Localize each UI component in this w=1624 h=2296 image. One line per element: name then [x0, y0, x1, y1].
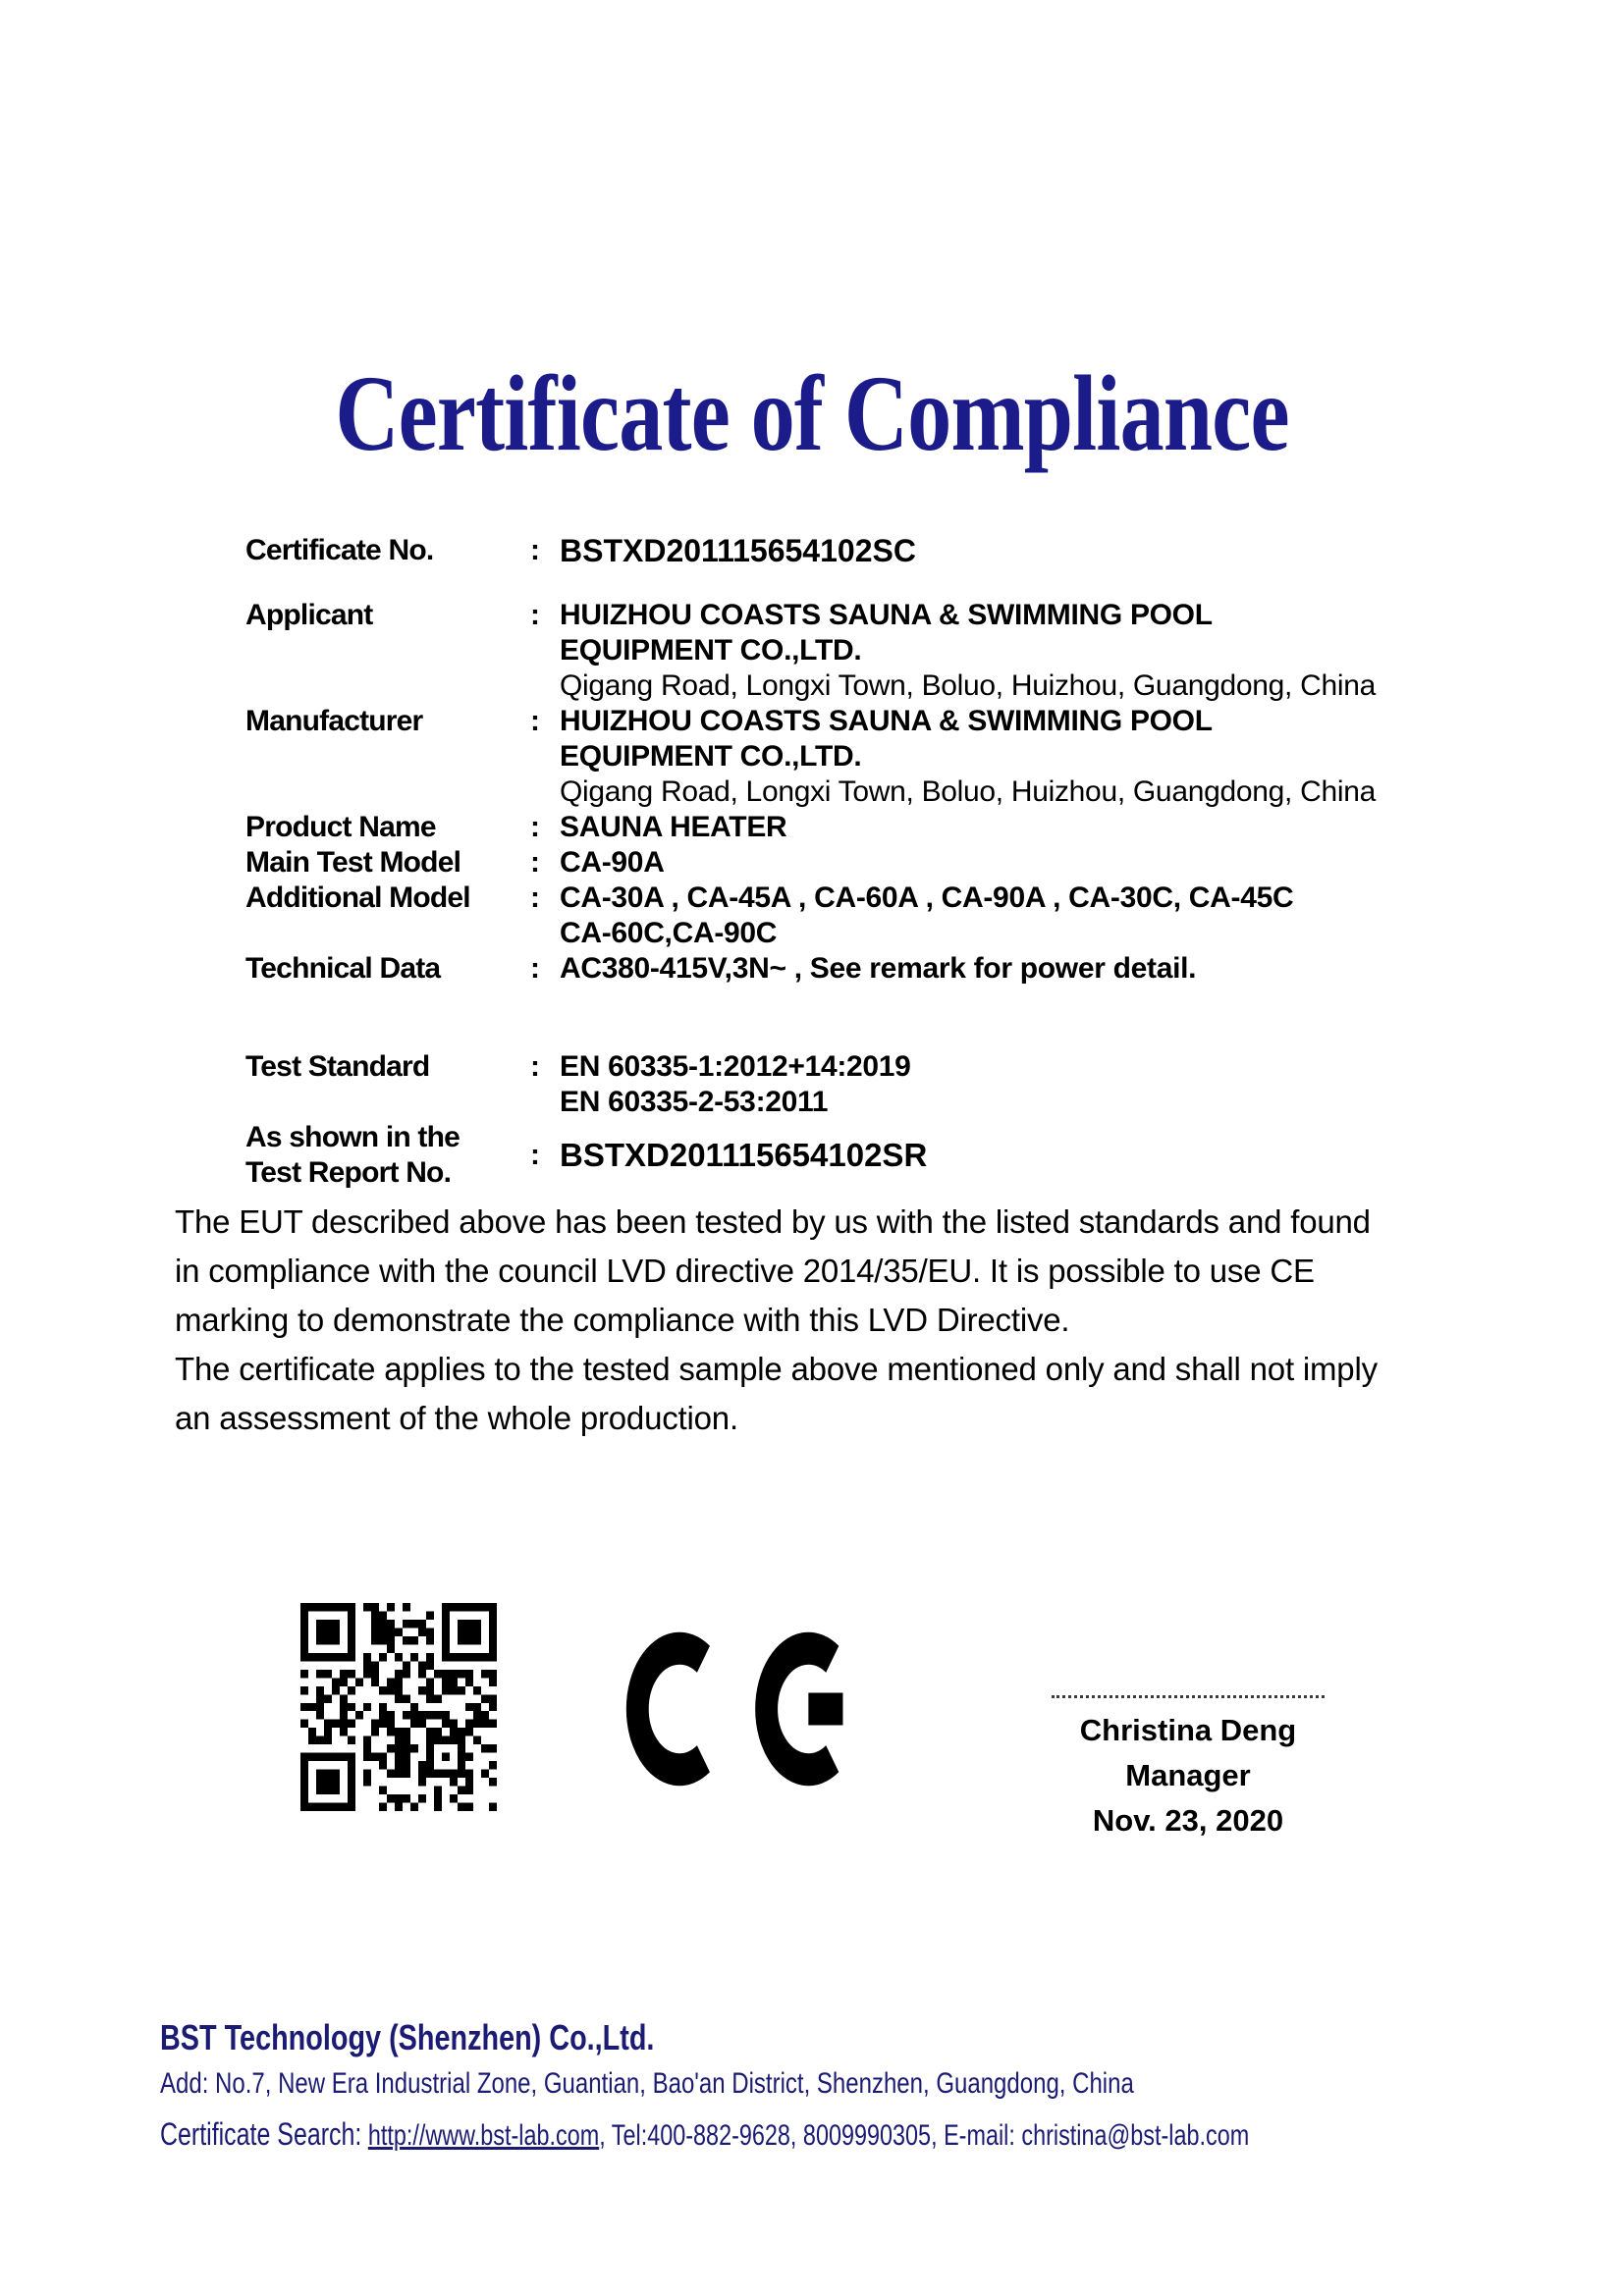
- signature-dotted-line: [1052, 1695, 1325, 1698]
- manufacturer-name-line2: EQUIPMENT CO.,LTD.: [560, 740, 862, 773]
- issuer-address: Add: No.7, New Era Industrial Zone, Guantian, Bao'an District, Shenzhen, Guangdong, China: [160, 2067, 1134, 2100]
- row-test-standard: [245, 1049, 1483, 1120]
- additional-model-label: Additional Model: [245, 881, 470, 914]
- main-test-model-value: CA-90A: [560, 846, 665, 879]
- colon: :: [530, 881, 540, 914]
- row-main-test-model: [245, 845, 1483, 881]
- test-standard-line1: EN 60335-1:2012+14:2019: [560, 1050, 911, 1083]
- declaration-line: The EUT described above has been tested by us with the listed standards and found: [175, 1203, 1371, 1240]
- signature-date: Nov. 23, 2020: [1092, 1803, 1284, 1838]
- footer-contact-info: , Tel:400-882-9628, 8009990305, E-mail: christina@bst-lab.com: [599, 2119, 1250, 2152]
- colon: :: [530, 811, 540, 843]
- declaration-paragraph: [175, 1198, 1378, 1443]
- certificate-info-table: [245, 533, 1483, 1191]
- ce-letter-c: [637, 1648, 703, 1769]
- issuer-company-name: BST Technology (Shenzhen) Co.,Ltd.: [160, 2017, 655, 2057]
- product-name-label: Product Name: [245, 811, 436, 843]
- row-product-name: [245, 810, 1483, 845]
- test-standard-value: [560, 1049, 1483, 1120]
- applicant-value: [560, 598, 1483, 704]
- certificate-no-value: BSTXD201115654102SC: [560, 533, 916, 568]
- colon: :: [530, 705, 540, 737]
- row-certificate-no: [245, 533, 1483, 568]
- test-report-no-label: [245, 1120, 530, 1191]
- row-test-report-no: [245, 1120, 1483, 1191]
- signature-block: [1021, 1695, 1355, 1843]
- qr-code: [300, 1603, 497, 1811]
- additional-model-line1: CA-30A , CA-45A , CA-60A , CA-90A , CA-30C, CA-45C: [560, 881, 1294, 914]
- manufacturer-value: [560, 704, 1483, 810]
- row-applicant: [245, 598, 1483, 704]
- declaration-line: an assessment of the whole production.: [175, 1400, 738, 1436]
- colon: :: [530, 1139, 540, 1171]
- declaration-line: in compliance with the council LVD directive 2014/35/EU. It is possible to use CE: [175, 1253, 1315, 1289]
- manufacturer-name-line1: HUIZHOU COASTS SAUNA & SWIMMING POOL: [560, 705, 1213, 737]
- colon: :: [530, 846, 540, 879]
- test-report-no-label-line1: As shown in the: [245, 1121, 460, 1153]
- additional-model-line2: CA-60C,CA-90C: [560, 917, 778, 949]
- test-report-no-value: BSTXD201115654102SR: [560, 1137, 928, 1173]
- colon: :: [530, 952, 540, 985]
- row-manufacturer: [245, 704, 1483, 810]
- applicant-name-line1: HUIZHOU COASTS SAUNA & SWIMMING POOL: [560, 599, 1213, 631]
- ce-mark-icon: [625, 1625, 844, 1793]
- signer-role: Manager: [1125, 1758, 1251, 1792]
- technical-data-label: Technical Data: [245, 952, 441, 985]
- certificate-search-label: Certificate Search:: [160, 2116, 362, 2152]
- row-additional-model: [245, 881, 1483, 951]
- colon: :: [530, 534, 540, 566]
- declaration-line: marking to demonstrate the compliance with this LVD Directive.: [175, 1302, 1070, 1338]
- test-standard-line2: EN 60335-2-53:2011: [560, 1086, 829, 1118]
- certificate-search-link[interactable]: http://www.bst-lab.com: [367, 2119, 600, 2152]
- additional-model-value: [560, 881, 1483, 951]
- footer: [160, 2018, 1556, 2156]
- certificate-search-line: [160, 2114, 1249, 2156]
- manufacturer-label: Manufacturer: [245, 705, 423, 737]
- manufacturer-address: Qigang Road, Longxi Town, Boluo, Huizhou, Guangdong, China: [560, 775, 1376, 808]
- row-technical-data: [245, 951, 1483, 987]
- applicant-name-line2: EQUIPMENT CO.,LTD.: [560, 634, 862, 667]
- colon: :: [530, 599, 540, 631]
- technical-data-value: AC380-415V,3N~ , See remark for power detail.: [560, 952, 1197, 985]
- applicant-address: Qigang Road, Longxi Town, Boluo, Huizhou, Guangdong, China: [560, 669, 1376, 702]
- certificate-no-label: Certificate No.: [245, 534, 434, 566]
- signer-name: Christina Deng: [1079, 1713, 1297, 1747]
- page-title: Certificate of Compliance: [335, 353, 1289, 473]
- test-report-no-label-line2: Test Report No.: [245, 1156, 452, 1189]
- declaration-line: The certificate applies to the tested sample above mentioned only and shall not imply: [175, 1351, 1378, 1387]
- main-test-model-label: Main Test Model: [245, 846, 461, 879]
- colon: :: [530, 1050, 540, 1083]
- applicant-label: Applicant: [245, 599, 373, 631]
- product-name-value: SAUNA HEATER: [560, 811, 787, 843]
- test-standard-label: Test Standard: [245, 1050, 430, 1083]
